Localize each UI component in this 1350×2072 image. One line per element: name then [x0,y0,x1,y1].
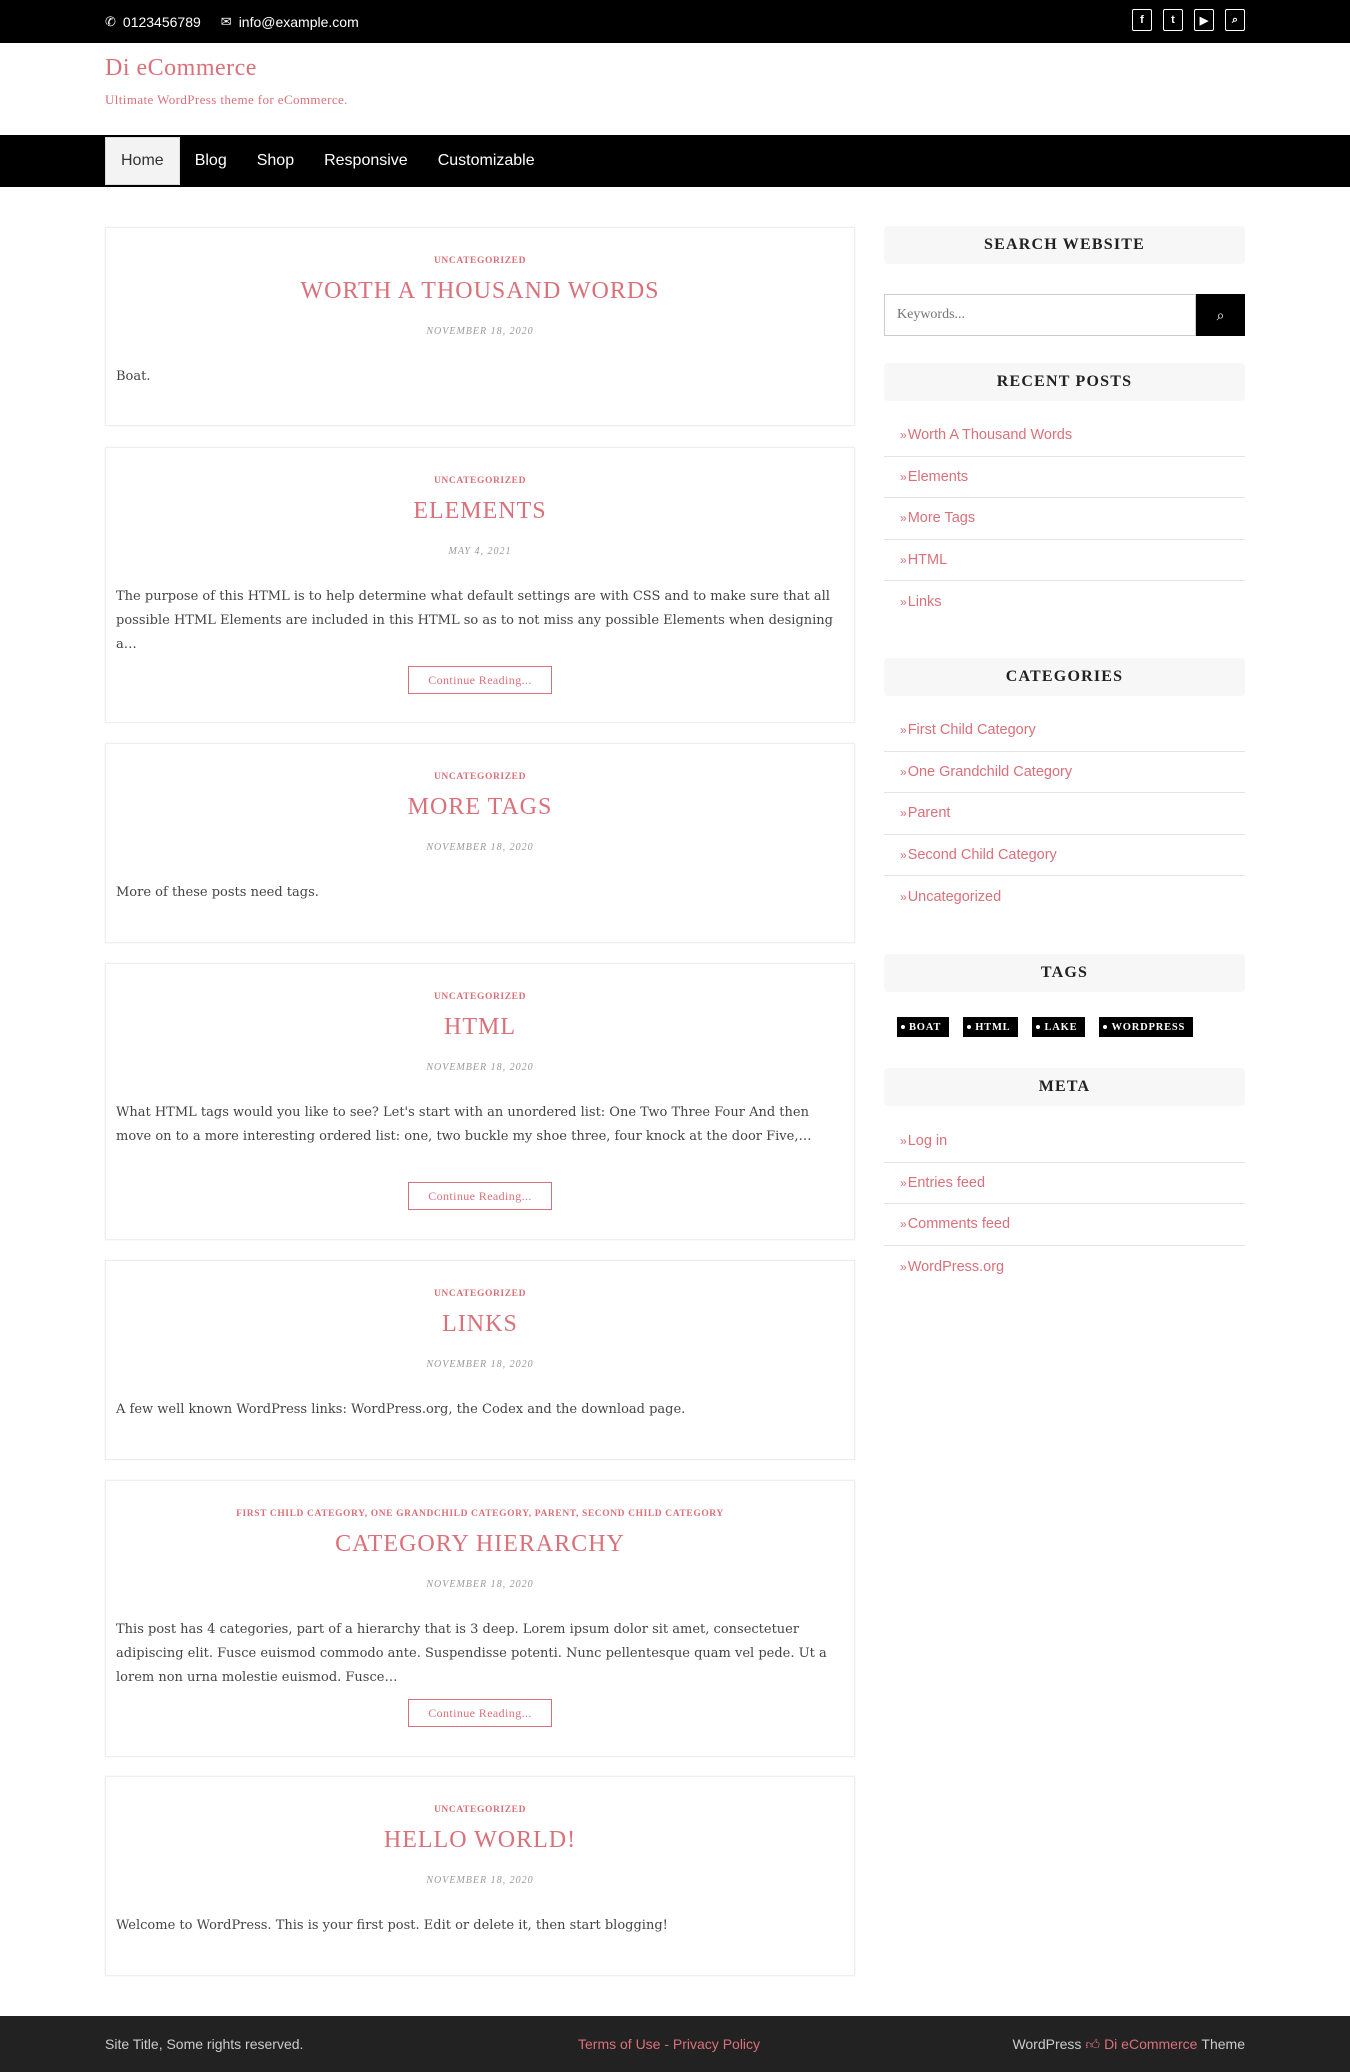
post-category[interactable]: UNCATEGORIZED [433,772,527,782]
double-chevron-right-icon: » [900,511,904,526]
credit-suffix: Theme [1201,2036,1245,2052]
search-widget-title: SEARCH WEBSITE [884,226,1245,264]
list-item[interactable] [884,457,1245,499]
post-category[interactable]: UNCATEGORIZED [433,476,527,486]
nav-item-responsive[interactable]: Responsive [324,152,408,169]
list-item[interactable] [884,752,1245,794]
double-chevron-right-icon: » [900,1217,904,1232]
facebook-icon[interactable]: f [1132,9,1152,31]
post-date: NOVEMBER 18, 2020 [426,326,534,337]
site-title[interactable]: Di eCommerce [105,55,257,81]
post-title[interactable]: CATEGORY HIERARCHY [335,1531,625,1557]
post-excerpt: Boat. [116,369,151,384]
list-item[interactable] [884,1246,1245,1288]
post-excerpt: More of these posts need tags. [116,885,319,900]
email-address: info@example.com [238,13,359,30]
list-item[interactable] [884,876,1245,918]
recent-posts-title: RECENT POSTS [884,363,1245,401]
post-card [105,1260,855,1460]
email-contact[interactable] [221,14,359,30]
theme-credit [1012,2016,1245,2072]
post-excerpt: This post has 4 categories, part of a hierarchy that is 3 deep. Lorem ipsum dolor sit amet, consectetuer adipiscing elit. Fusce euismod commodo ante. Suspendisse potenti. Nunc pellentesque quam vel pede. Ut a lorem non urna molestie euismod. Fusce… [116,1622,827,1685]
recent-post-link[interactable]: More Tags [907,510,976,527]
double-chevron-right-icon: » [900,806,904,821]
post-date: NOVEMBER 18, 2020 [426,1062,534,1073]
post-date: NOVEMBER 18, 2020 [426,1579,534,1590]
post-card [105,743,855,943]
meta-link[interactable]: Log in [907,1133,948,1150]
post-title[interactable]: MORE TAGS [407,794,553,820]
double-chevron-right-icon: » [900,723,904,738]
post-category[interactable]: UNCATEGORIZED [433,1289,527,1299]
site-footer [0,2016,1350,2072]
post-title[interactable]: HELLO WORLD! [383,1827,577,1853]
post-title[interactable]: LINKS [442,1311,518,1337]
double-chevron-right-icon: » [900,553,904,568]
post-excerpt: What HTML tags would you like to see? Let's start with an unordered list: One Two Three Four And then move on to a more interesting ordered list: one, two buckle my shoe three, four knock at the door Five,… [116,1105,812,1144]
recent-post-link[interactable]: Elements [907,468,969,485]
categories-list [884,710,1245,918]
youtube-icon[interactable]: ▶ [1194,9,1214,31]
post-title[interactable]: ELEMENTS [413,498,547,524]
recent-post-link[interactable]: Links [907,594,942,611]
post-card [105,1776,855,1976]
post-card [105,1480,855,1757]
list-item[interactable] [884,1121,1245,1163]
post-category[interactable]: FIRST CHILD CATEGORY, ONE GRANDCHILD CATEGORY, PARENT, SECOND CHILD CATEGORY [236,1509,724,1519]
site-tagline: Ultimate WordPress theme for eCommerce. [105,92,348,107]
recent-post-link[interactable]: HTML [907,552,948,569]
list-item[interactable] [884,793,1245,835]
double-chevron-right-icon: » [900,595,904,610]
terms-privacy-links[interactable]: Terms of Use - Privacy Policy [578,2036,761,2052]
double-chevron-right-icon: » [900,428,904,443]
search-icon[interactable]: ⌕ [1225,9,1245,31]
list-item[interactable] [884,1204,1245,1246]
tag-cloud [897,1017,1207,1037]
site-header [0,43,1350,135]
post-date: NOVEMBER 18, 2020 [426,1359,534,1370]
double-chevron-right-icon: » [900,848,904,863]
phone-icon: ✆ [105,13,116,29]
post-date: NOVEMBER 18, 2020 [426,842,534,853]
envelope-icon: ✉ [220,13,232,29]
list-item[interactable] [884,498,1245,540]
double-chevron-right-icon: » [900,1134,904,1149]
meta-list [884,1121,1245,1287]
list-item[interactable] [884,415,1245,457]
post-title[interactable]: HTML [444,1014,516,1040]
recent-post-link[interactable]: Worth A Thousand Words [907,427,1073,444]
nav-item-shop[interactable]: Shop [256,152,295,169]
continue-reading-button[interactable]: Continue Reading... [408,1182,552,1210]
copyright-text: Site Title, Some rights reserved. [105,2036,304,2052]
post-date: NOVEMBER 18, 2020 [426,1875,534,1886]
thumbs-up-icon: 👍︎ [1085,2035,1101,2052]
double-chevron-right-icon: » [900,469,904,484]
nav-item-customizable[interactable]: Customizable [437,152,535,169]
tag-link[interactable]: HTML [963,1017,1018,1037]
search-submit-button[interactable] [1196,294,1245,336]
meta-link[interactable]: WordPress.org [907,1258,1005,1275]
tag-link[interactable]: LAKE [1032,1017,1085,1037]
nav-menu [105,137,550,185]
category-link[interactable]: One Grandchild Category [907,763,1073,780]
top-bar [0,0,1350,43]
category-link[interactable]: Uncategorized [907,889,1002,906]
post-date: MAY 4, 2021 [448,546,512,557]
meta-title: META [884,1068,1245,1106]
twitter-icon[interactable]: t [1163,9,1183,31]
categories-title: CATEGORIES [884,658,1245,696]
double-chevron-right-icon: » [900,1259,904,1274]
search-form [884,294,1245,336]
post-excerpt: A few well known WordPress links: WordPress.org, the Codex and the download page. [116,1402,686,1417]
phone-contact[interactable] [105,14,201,30]
theme-link[interactable]: Di eCommerce [1104,2036,1198,2052]
list-item[interactable] [884,581,1245,623]
tag-link[interactable]: BOAT [897,1017,949,1037]
main-navigation [0,135,1350,187]
search-icon: ⌕ [1216,306,1225,323]
continue-reading-button[interactable]: Continue Reading... [408,1699,552,1727]
recent-posts-list [884,415,1245,623]
nav-item-home[interactable]: Home [105,137,180,185]
meta-link[interactable]: Comments feed [907,1216,1011,1233]
double-chevron-right-icon: » [900,1175,904,1190]
category-link[interactable]: First Child Category [907,722,1036,739]
contact-info [105,0,379,43]
post-excerpt: The purpose of this HTML is to help determine what default settings are with CSS and to make sure that all possible HTML Elements are included in this HTML so as to not miss any possible Elements when designing a… [116,589,833,652]
tags-title: TAGS [884,954,1245,992]
list-item[interactable] [884,835,1245,877]
double-chevron-right-icon: » [900,890,904,905]
list-item[interactable] [884,540,1245,582]
meta-link[interactable]: Entries feed [907,1174,986,1191]
list-item[interactable] [884,710,1245,752]
post-card [105,227,855,426]
post-category[interactable]: UNCATEGORIZED [433,992,527,1002]
post-category[interactable]: UNCATEGORIZED [433,1805,527,1815]
continue-reading-button[interactable]: Continue Reading... [408,666,552,694]
post-category[interactable]: UNCATEGORIZED [433,256,527,266]
category-link[interactable]: Second Child Category [907,847,1057,864]
social-links [1121,9,1245,31]
post-card [105,447,855,723]
search-input[interactable] [884,294,1196,336]
category-link[interactable]: Parent [907,805,951,822]
tag-link[interactable]: WORDPRESS [1099,1017,1193,1037]
post-excerpt: Welcome to WordPress. This is your first post. Edit or delete it, then start blogging! [116,1918,668,1933]
post-card [105,963,855,1240]
phone-number: 0123456789 [122,13,201,30]
double-chevron-right-icon: » [900,764,904,779]
list-item[interactable] [884,1163,1245,1205]
nav-item-blog[interactable]: Blog [194,152,227,169]
post-title[interactable]: WORTH A THOUSAND WORDS [300,278,660,304]
credit-prefix: WordPress [1012,2036,1082,2052]
